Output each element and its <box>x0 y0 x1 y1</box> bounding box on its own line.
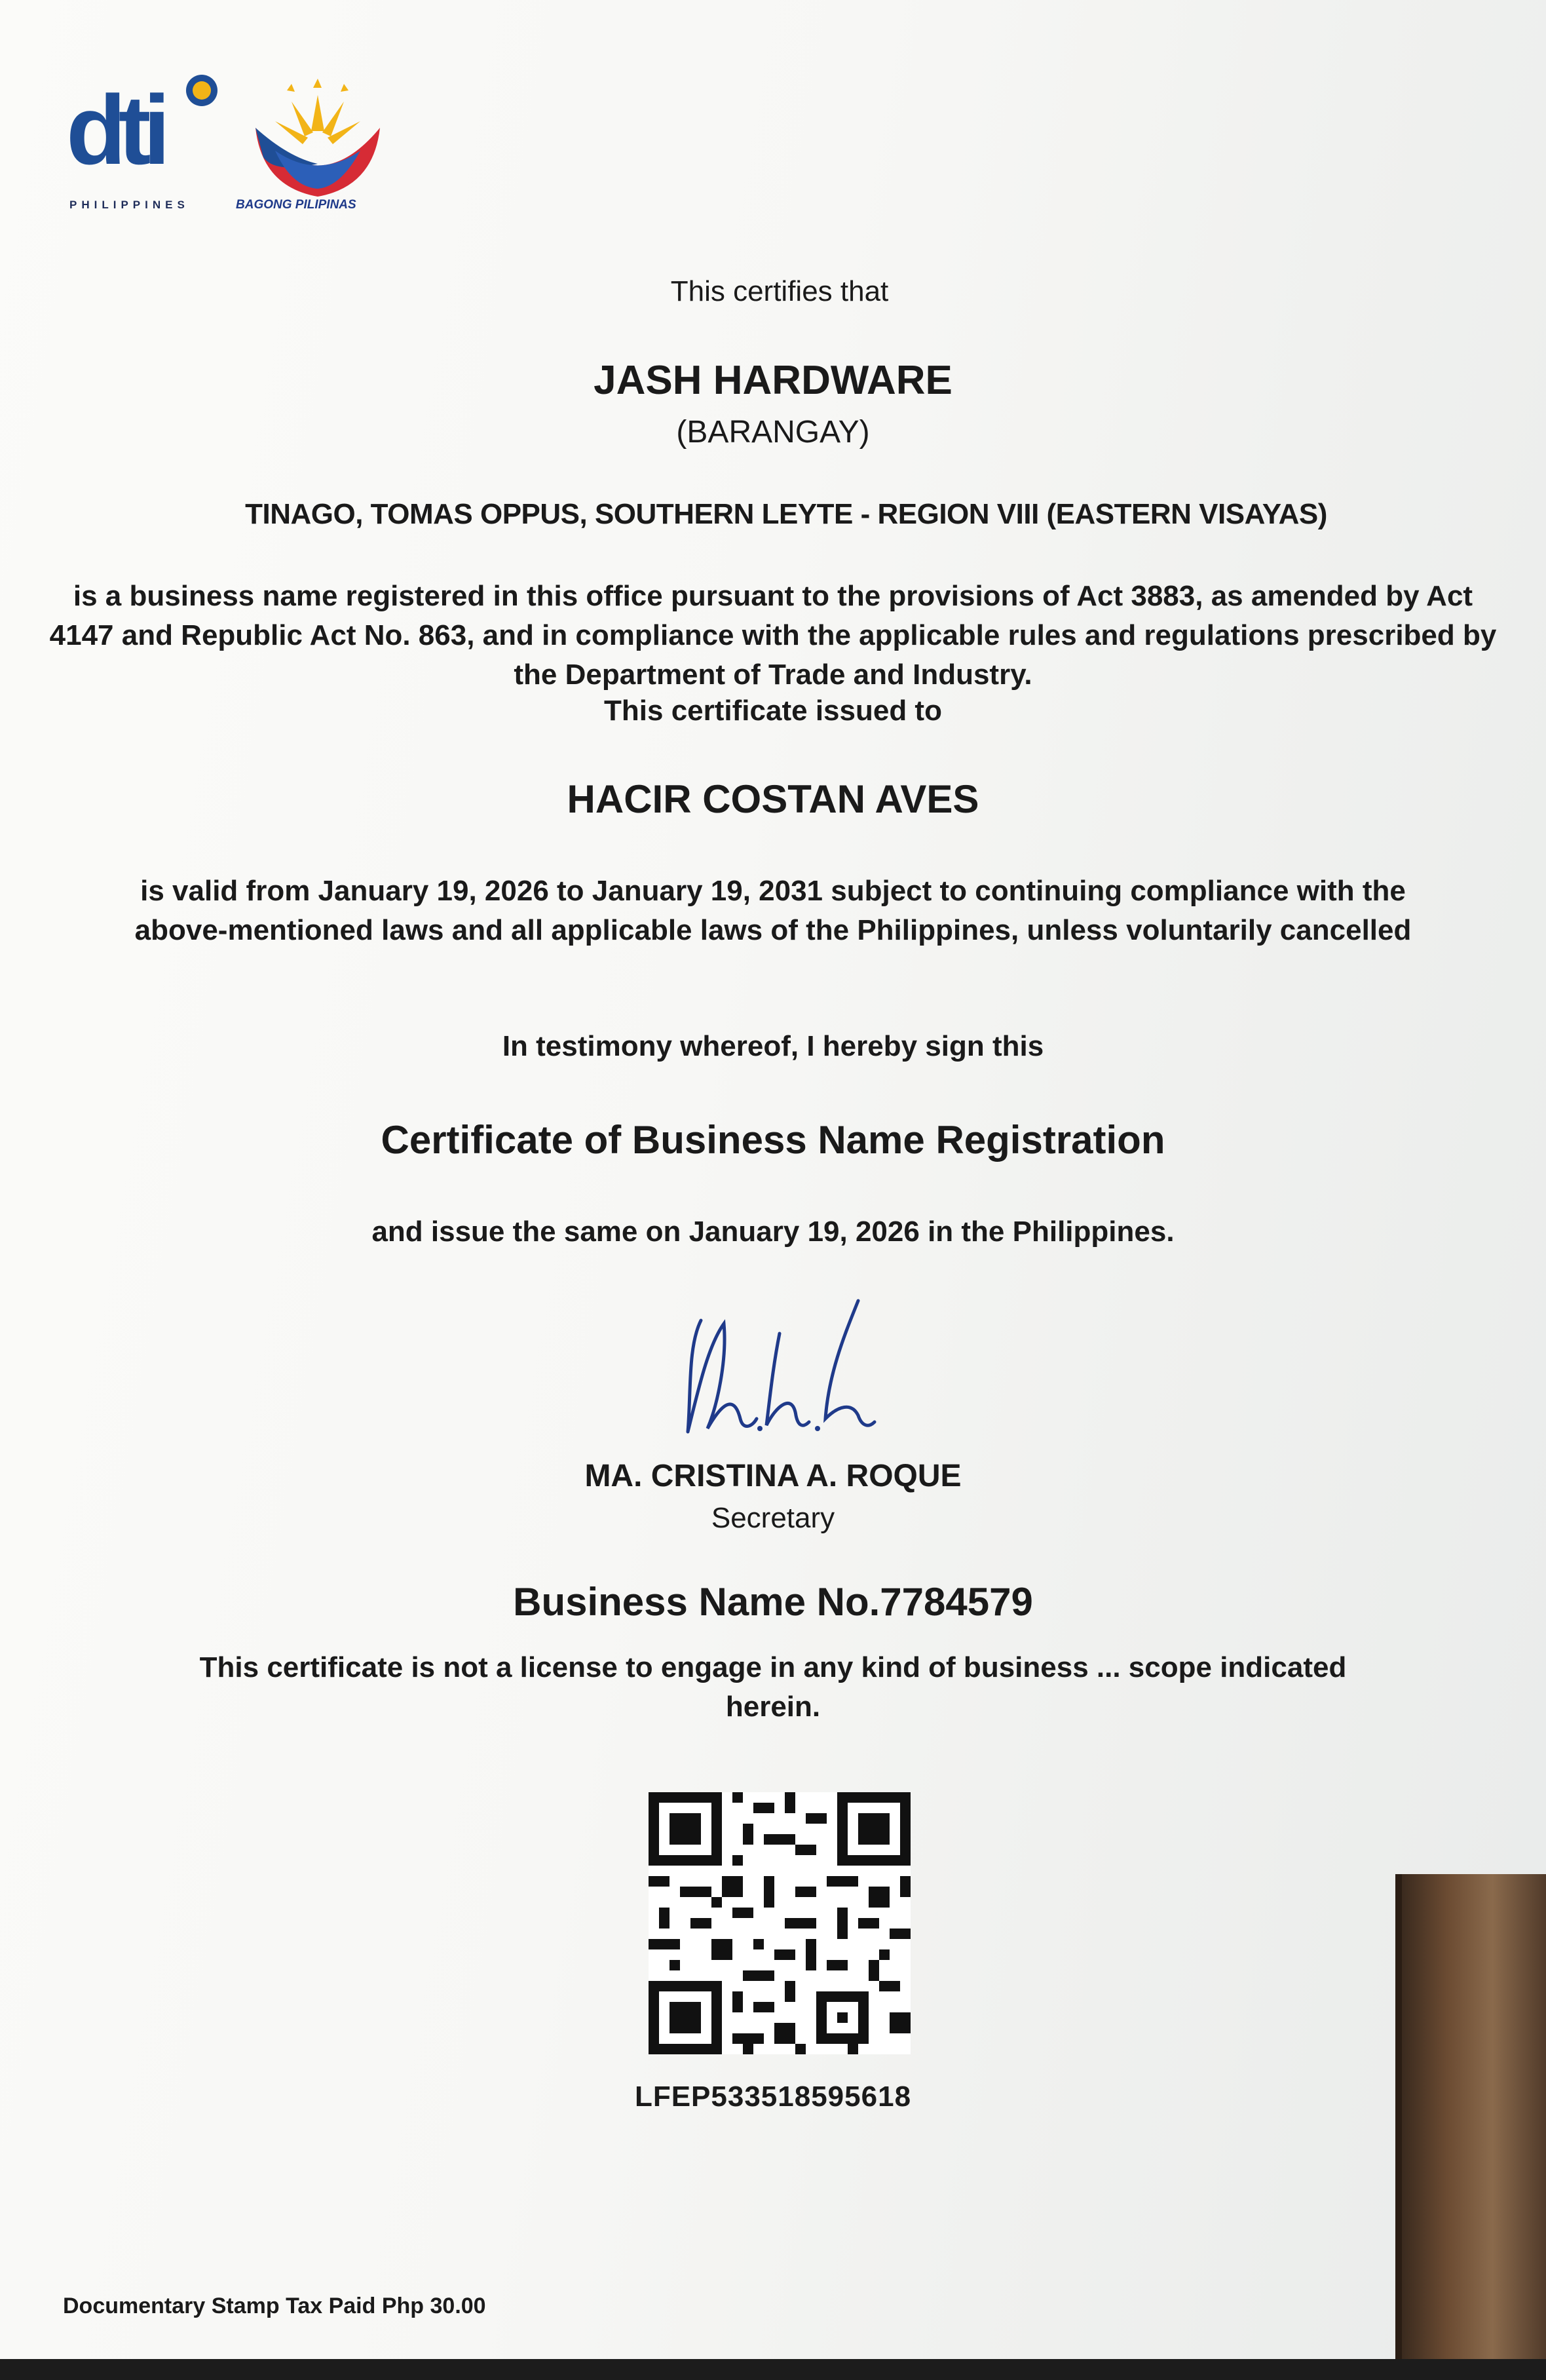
frame-corner <box>1395 1874 1546 2359</box>
signatory-title: Secretary <box>711 1502 835 1534</box>
bottom-shadow <box>0 2359 1546 2380</box>
business-address: TINAGO, TOMAS OPPUS, SOUTHERN LEYTE - REGION VIII (EASTERN VISAYAS) <box>245 498 1327 530</box>
issued-to-label: This certificate issued to <box>604 695 942 727</box>
svg-text:BAGONG PILIPINAS: BAGONG PILIPINAS <box>236 198 356 212</box>
issue-date-text: and issue the same on January 19, 2026 in the Philippines. <box>371 1216 1175 1248</box>
svg-text:PHILIPPINES: PHILIPPINES <box>69 199 189 211</box>
qr-reference-code: LFEP533518595618 <box>634 2081 912 2113</box>
legal-basis-text: is a business name registered in this office pursuant to the provisions of Act 3883, as amended by Act 4147 and Republic Act No. 863, and in compliance with the applicable rules and regulations prescribed by the Department of Trade and Industry. <box>49 580 1497 691</box>
business-scope: (BARANGAY) <box>676 415 870 450</box>
certificate-title: Certificate of Business Name Registration <box>381 1118 1165 1162</box>
svg-text:dti: dti <box>66 75 163 185</box>
dti-logo <box>63 66 220 216</box>
qr-code <box>649 1792 911 2054</box>
business-name: JASH HARDWARE <box>594 358 952 403</box>
disclaimer-text: This certificate is not a license to engage in any kind of business ... scope indicated herein. <box>199 1651 1347 1723</box>
bagong-pilipinas-logo <box>229 66 406 216</box>
testimony-text: In testimony whereof, I hereby sign this <box>502 1030 1044 1062</box>
validity-text: is valid from January 19, 2026 to January 19, 2031 subject to continuing compliance with the above-mentioned laws and all applicable laws of the Philippines, unless voluntarily cancelled <box>134 875 1412 946</box>
signatory-name: MA. CRISTINA A. ROQUE <box>584 1459 962 1493</box>
owner-name: HACIR COSTAN AVES <box>567 777 979 821</box>
intro-text: This certifies that <box>670 275 889 307</box>
business-name-number: Business Name No.7784579 <box>513 1580 1033 1624</box>
stamp-tax-note: Documentary Stamp Tax Paid Php 30.00 <box>63 2294 486 2318</box>
signature <box>662 1294 878 1445</box>
